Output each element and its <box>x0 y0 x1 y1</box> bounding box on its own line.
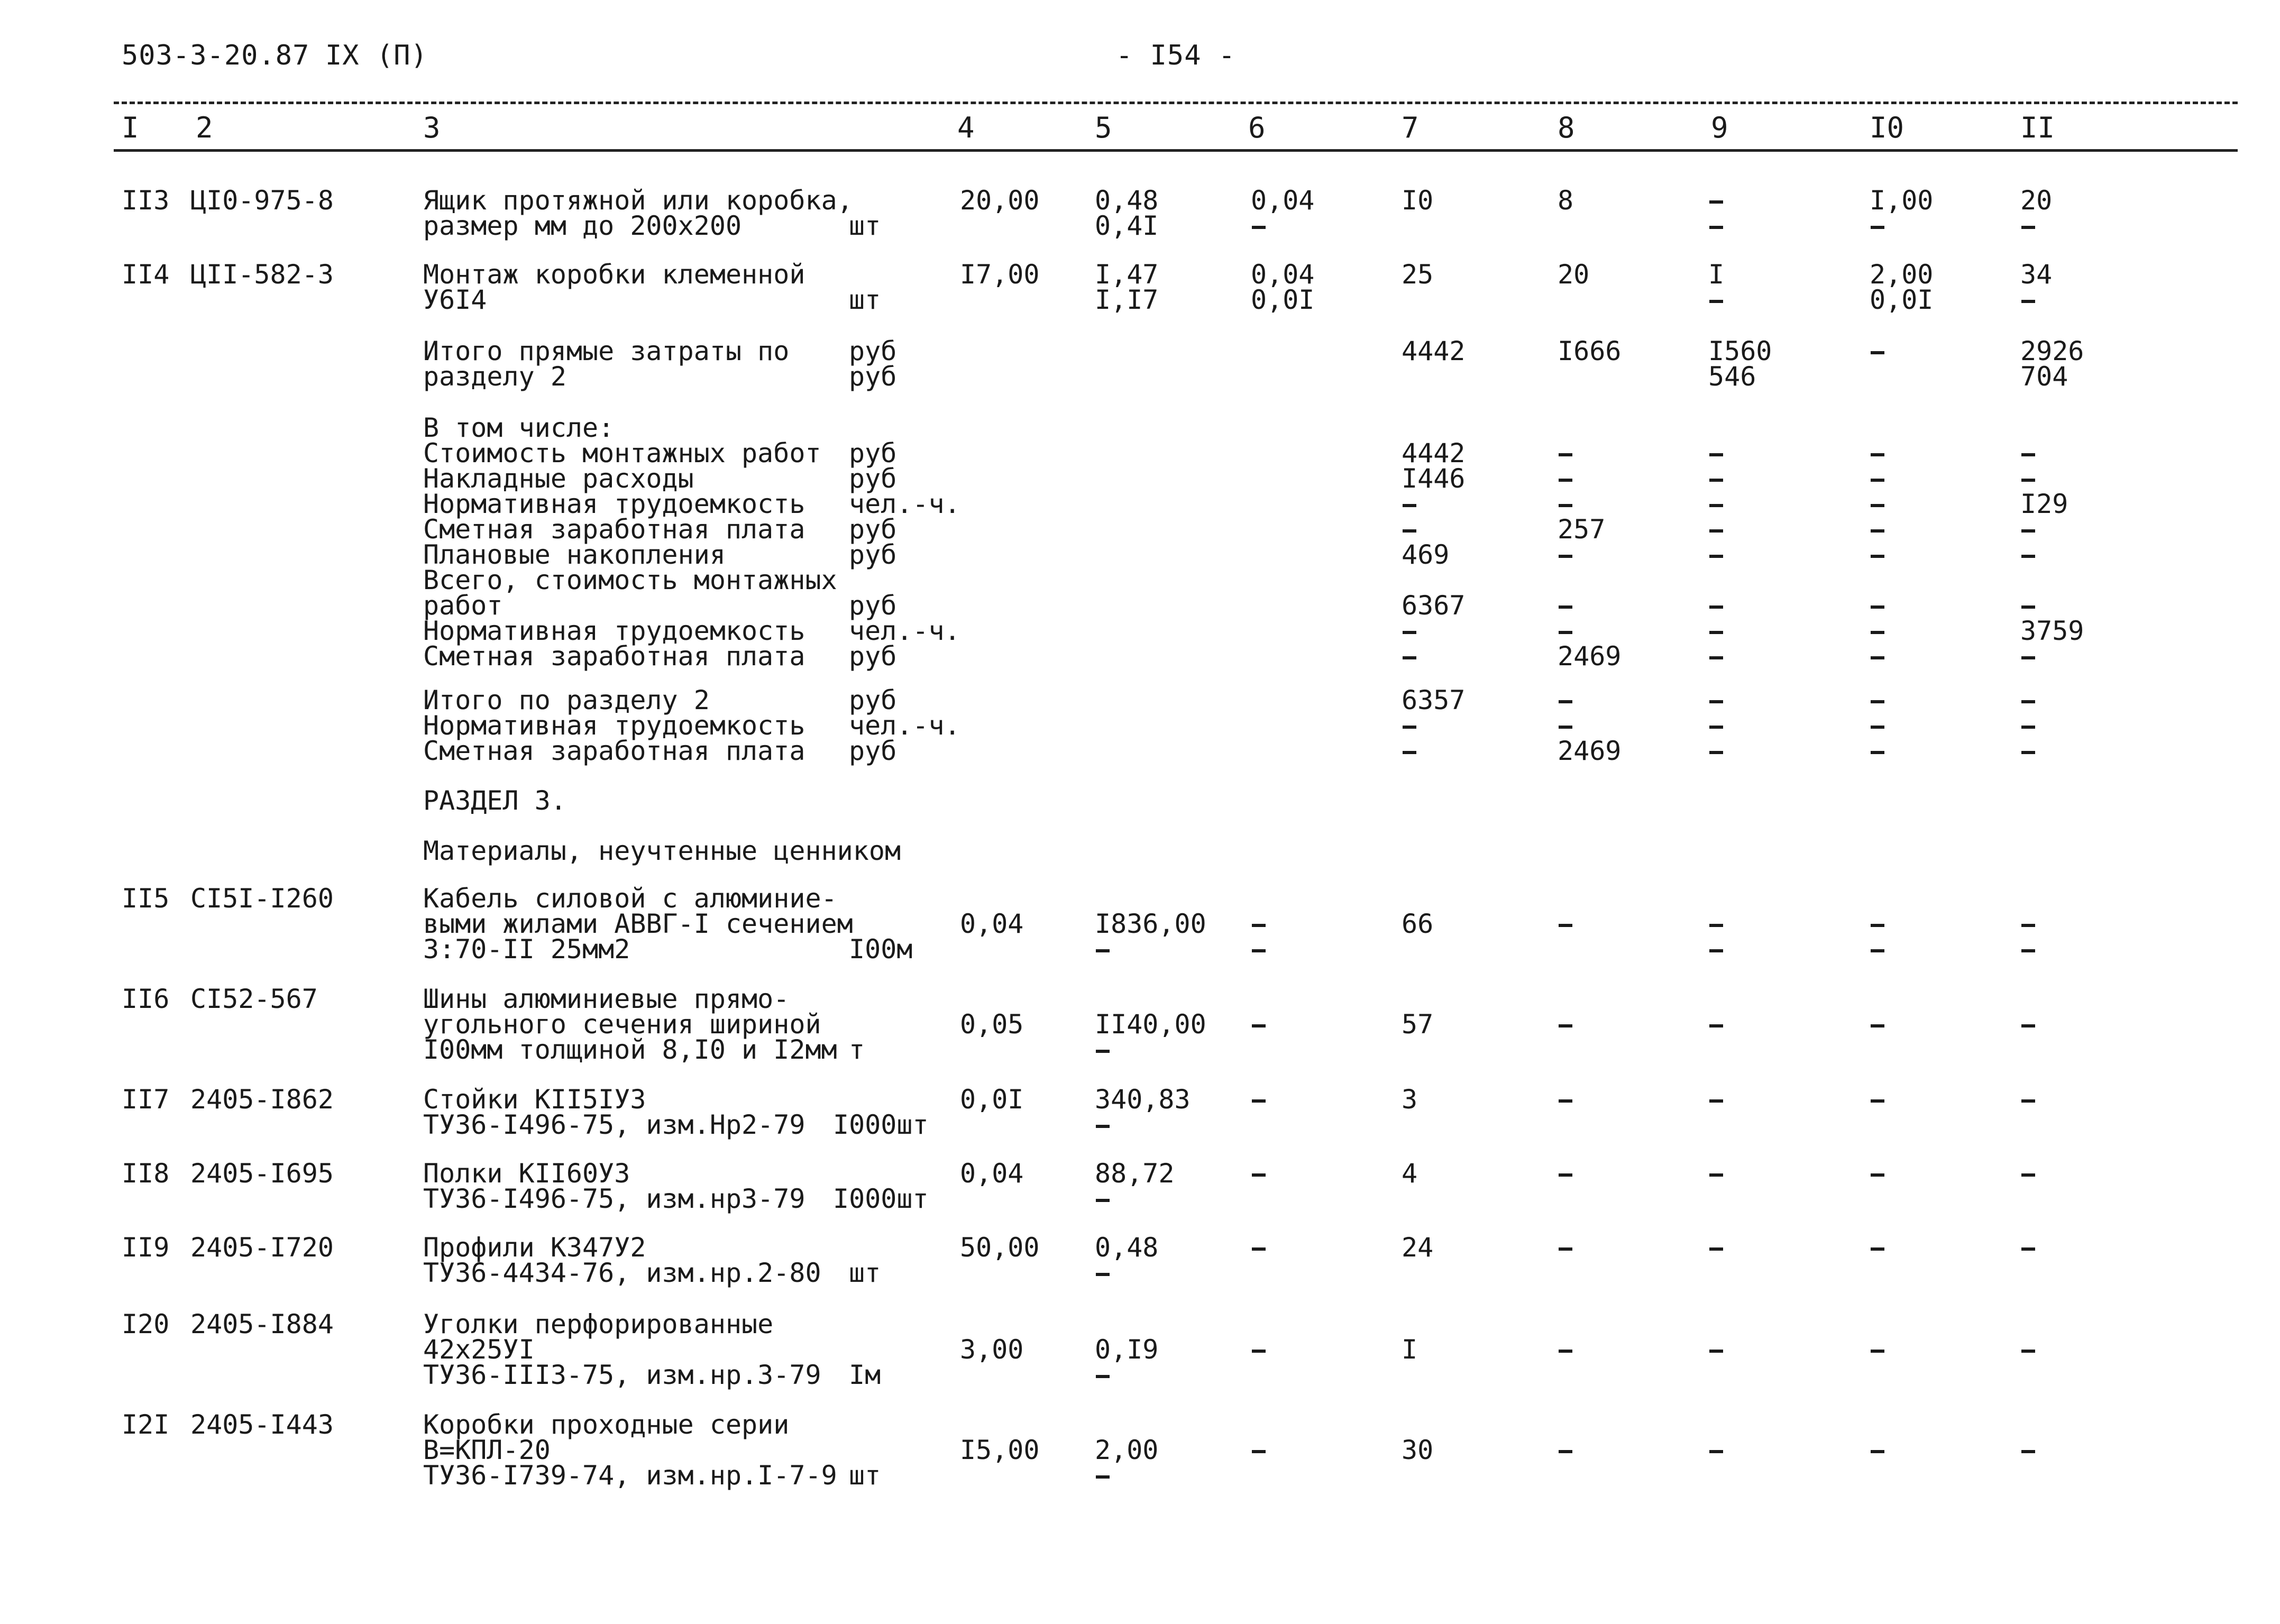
dash-mark <box>1559 700 1572 703</box>
item-description: разделу 2 <box>423 361 566 392</box>
item-description: Сметная заработная плата <box>423 641 805 672</box>
item-description: ТУ36-4434-76, изм.нр.2-80 <box>423 1258 821 1288</box>
value-c4: I5,00 <box>960 1435 1040 1465</box>
dash-mark <box>1871 529 1884 533</box>
value-c8: I666 <box>1558 336 1622 366</box>
price-code: 2405-I695 <box>190 1158 334 1189</box>
column-header: 7 <box>1402 111 1419 144</box>
item-description: размер мм до 200х200 <box>423 210 742 241</box>
value-c4: 0,04 <box>960 909 1024 939</box>
value-c7: 6367 <box>1402 590 1466 621</box>
dash-mark <box>1871 1173 1884 1177</box>
dash-mark <box>1252 1099 1266 1103</box>
dash-mark <box>1252 924 1266 927</box>
column-header: 3 <box>423 111 441 144</box>
value-c8: 8 <box>1558 185 1574 216</box>
unit-of-measure: шт <box>849 1258 881 1288</box>
item-description: Шины алюминиевые прямо- <box>423 984 790 1014</box>
price-code: 2405-I862 <box>190 1084 334 1115</box>
value-c7: I <box>1402 1334 1418 1365</box>
value-c5: I,47 <box>1095 259 1159 290</box>
dash-mark <box>1709 479 1723 482</box>
dash-mark <box>2021 1350 2035 1353</box>
unit-of-measure: Iм <box>849 1360 881 1390</box>
dash-mark <box>2021 1024 2035 1027</box>
column-header: I0 <box>1870 111 1904 144</box>
dash-mark <box>1403 504 1416 507</box>
dash-mark <box>1871 453 1884 456</box>
unit-of-measure: руб <box>849 438 897 469</box>
value-c6: 0,0I <box>1251 285 1315 315</box>
dash-mark <box>1709 300 1723 303</box>
dash-mark <box>1871 1099 1884 1103</box>
item-description: Нормативная трудоемкость <box>423 616 805 646</box>
dash-mark <box>1559 924 1572 927</box>
item-description: Профили K347У2 <box>423 1232 646 1263</box>
dash-mark <box>1559 1173 1572 1177</box>
item-description: I00мм толщиной 8,I0 и I2мм <box>423 1034 837 1065</box>
value-c9: I <box>1708 259 1725 290</box>
unit-of-measure: I00м <box>849 934 913 965</box>
dash-mark <box>1871 631 1884 634</box>
item-description: Итого по разделу 2 <box>423 685 710 715</box>
column-header: 4 <box>957 111 975 144</box>
row-number: I2I <box>122 1409 170 1440</box>
value-c7: 4442 <box>1402 336 1466 366</box>
value-c7: 4442 <box>1402 438 1466 469</box>
dash-mark <box>1871 949 1884 952</box>
dash-mark <box>2021 1247 2035 1251</box>
item-description: Ящик протяжной или коробка, <box>423 185 853 216</box>
unit-of-measure: шт <box>849 210 881 241</box>
item-description: У6I4 <box>423 285 487 315</box>
dash-mark <box>1403 726 1416 729</box>
dash-mark <box>1709 529 1723 533</box>
value-c4: 50,00 <box>960 1232 1040 1263</box>
dash-mark <box>1871 1247 1884 1251</box>
dash-mark <box>1252 1247 1266 1251</box>
price-code: 2405-I443 <box>190 1409 334 1440</box>
value-c7: 469 <box>1402 539 1450 570</box>
value-c7: 30 <box>1402 1435 1434 1465</box>
column-header: 8 <box>1558 111 1575 144</box>
item-description: Полки KII60У3 <box>423 1158 630 1189</box>
item-description: угольного сечения шириной <box>423 1009 821 1040</box>
unit-of-measure: руб <box>849 336 897 366</box>
column-header-rule <box>114 149 2238 152</box>
item-description: ТУ36-I496-75, изм.Hp2-79 <box>423 1109 805 1140</box>
dash-mark <box>1709 726 1723 729</box>
value-c9: 546 <box>1708 361 1756 392</box>
dash-mark <box>1559 1247 1572 1251</box>
dash-mark <box>1559 1450 1572 1453</box>
unit-of-measure: руб <box>849 685 897 715</box>
unit-of-measure: I000шт <box>833 1183 929 1214</box>
item-description: ТУ36-III3-75, изм.нр.3-79 <box>423 1360 821 1390</box>
value-c7: 4 <box>1402 1158 1418 1189</box>
dash-mark <box>1709 1024 1723 1027</box>
dash-mark <box>2021 529 2035 533</box>
price-code: 2405-I884 <box>190 1309 334 1339</box>
dash-mark <box>1871 504 1884 507</box>
dash-mark <box>2021 656 2035 659</box>
value-c4: 0,04 <box>960 1158 1024 1189</box>
dash-mark <box>1252 1024 1266 1027</box>
value-c11: 2926 <box>2020 336 2084 366</box>
dash-mark <box>1096 1050 1110 1053</box>
dash-mark <box>1559 631 1572 634</box>
dash-mark <box>1096 1475 1110 1479</box>
value-c4: I7,00 <box>960 259 1040 290</box>
unit-of-measure: шт <box>849 1460 881 1491</box>
table-top-rule <box>114 102 2238 104</box>
dash-mark <box>2021 300 2035 303</box>
column-header: 2 <box>196 111 213 144</box>
value-c5: I,I7 <box>1095 285 1159 315</box>
value-c11: 34 <box>2020 259 2053 290</box>
value-c5: I836,00 <box>1095 909 1206 939</box>
dash-mark <box>1871 924 1884 927</box>
dash-mark <box>1871 555 1884 558</box>
item-description: Уголки перфорированные <box>423 1309 774 1339</box>
dash-mark <box>1096 1273 1110 1276</box>
dash-mark <box>1252 1173 1266 1177</box>
dash-mark <box>1559 479 1572 482</box>
dash-mark <box>1871 351 1884 354</box>
unit-of-measure: руб <box>849 463 897 494</box>
item-description: Кабель силовой с алюминие- <box>423 883 837 914</box>
dash-mark <box>1559 605 1572 609</box>
dash-mark <box>1709 1450 1723 1453</box>
unit-of-measure: I000шт <box>833 1109 929 1140</box>
dash-mark <box>1871 1450 1884 1453</box>
dash-mark <box>1559 504 1572 507</box>
item-description: Монтаж коробки клеменной <box>423 259 805 290</box>
dash-mark <box>1403 631 1416 634</box>
dash-mark <box>2021 949 2035 952</box>
row-number: II8 <box>122 1158 170 1189</box>
dash-mark <box>1709 453 1723 456</box>
dash-mark <box>2021 726 2035 729</box>
row-number: II5 <box>122 883 170 914</box>
price-code: CI52-567 <box>190 984 318 1014</box>
dash-mark <box>1559 1024 1572 1027</box>
value-c4: 0,0I <box>960 1084 1024 1115</box>
dash-mark <box>1709 656 1723 659</box>
dash-mark <box>2021 453 2035 456</box>
dash-mark <box>1709 1099 1723 1103</box>
row-number: II4 <box>122 259 170 290</box>
dash-mark <box>1252 949 1266 952</box>
value-c11: I29 <box>2020 489 2068 519</box>
dash-mark <box>1871 226 1884 229</box>
dash-mark <box>1559 1099 1572 1103</box>
document-code: 503-3-20.87 <box>122 40 310 71</box>
row-number: II7 <box>122 1084 170 1115</box>
value-c11: 20 <box>2020 185 2053 216</box>
column-header: II <box>2020 111 2055 144</box>
dash-mark <box>1871 700 1884 703</box>
dash-mark <box>1709 504 1723 507</box>
dash-mark <box>1709 200 1723 204</box>
item-description: ТУ36-I496-75, изм.нр3-79 <box>423 1183 805 1214</box>
dash-mark <box>1871 656 1884 659</box>
value-c5: 0,4I <box>1095 210 1159 241</box>
item-description: 42х25УI <box>423 1334 535 1365</box>
dash-mark <box>1871 1350 1884 1353</box>
item-description: ТУ36-I739-74, изм.нр.I-7-9 <box>423 1460 837 1491</box>
dash-mark <box>2021 924 2035 927</box>
value-c6: 0,04 <box>1251 259 1315 290</box>
dash-mark <box>1559 453 1572 456</box>
page-number: - I54 - <box>1116 40 1236 71</box>
dash-mark <box>1252 226 1266 229</box>
item-description: Всего, стоимость монтажных <box>423 565 837 595</box>
value-c4: 20,00 <box>960 185 1040 216</box>
value-c6: 0,04 <box>1251 185 1315 216</box>
dash-mark <box>1403 656 1416 659</box>
column-header: 9 <box>1711 111 1728 144</box>
dash-mark <box>1709 555 1723 558</box>
dash-mark <box>2021 605 2035 609</box>
dash-mark <box>1096 1199 1110 1202</box>
row-number: I20 <box>122 1309 170 1339</box>
price-code: ЦI0-975-8 <box>190 185 334 216</box>
value-c8: 2469 <box>1558 641 1622 672</box>
item-description: B=КПЛ-20 <box>423 1435 551 1465</box>
value-c5: II40,00 <box>1095 1009 1206 1040</box>
item-description: Материалы, неучтенные ценником <box>423 836 901 866</box>
dash-mark <box>1252 1350 1266 1353</box>
item-description: Сметная заработная плата <box>423 514 805 545</box>
item-description: Нормативная трудоемкость <box>423 489 805 519</box>
value-c10: 0,0I <box>1870 285 1934 315</box>
value-c5: 88,72 <box>1095 1158 1175 1189</box>
dash-mark <box>1709 751 1723 754</box>
item-description: В том числе: <box>423 412 615 443</box>
dash-mark <box>1403 529 1416 533</box>
column-header: 5 <box>1095 111 1112 144</box>
value-c7: 66 <box>1402 909 1434 939</box>
value-c11: 704 <box>2020 361 2068 392</box>
dash-mark <box>1709 1173 1723 1177</box>
unit-of-measure: руб <box>849 641 897 672</box>
dash-mark <box>1709 1247 1723 1251</box>
row-number: II6 <box>122 984 170 1014</box>
value-c5: 0,48 <box>1095 1232 1159 1263</box>
item-description: Накладные расходы <box>423 463 694 494</box>
dash-mark <box>2021 751 2035 754</box>
value-c7: I0 <box>1402 185 1434 216</box>
unit-of-measure: руб <box>849 539 897 570</box>
dash-mark <box>1709 226 1723 229</box>
value-c5: 340,83 <box>1095 1084 1191 1115</box>
dash-mark <box>1709 605 1723 609</box>
price-code: ЦII-582-3 <box>190 259 334 290</box>
value-c9: I560 <box>1708 336 1772 366</box>
value-c8: 2469 <box>1558 736 1622 766</box>
dash-mark <box>1403 751 1416 754</box>
dash-mark <box>1096 1125 1110 1128</box>
value-c7: 57 <box>1402 1009 1434 1040</box>
dash-mark <box>1709 1350 1723 1353</box>
column-header: I <box>122 111 139 144</box>
unit-of-measure: чел.-ч. <box>849 616 960 646</box>
dash-mark <box>1252 1450 1266 1453</box>
value-c7: I446 <box>1402 463 1466 494</box>
row-number: II3 <box>122 185 170 216</box>
dash-mark <box>2021 226 2035 229</box>
value-c5: 0,I9 <box>1095 1334 1159 1365</box>
row-number: II9 <box>122 1232 170 1263</box>
dash-mark <box>1709 949 1723 952</box>
dash-mark <box>2021 479 2035 482</box>
dash-mark <box>2021 1099 2035 1103</box>
dash-mark <box>1871 479 1884 482</box>
value-c8: 20 <box>1558 259 1590 290</box>
unit-of-measure: руб <box>849 736 897 766</box>
dash-mark <box>2021 1450 2035 1453</box>
dash-mark <box>1709 924 1723 927</box>
item-description: работ <box>423 590 503 621</box>
item-description: РАЗДЕЛ 3. <box>423 785 566 816</box>
value-c7: 25 <box>1402 259 1434 290</box>
unit-of-measure: руб <box>849 590 897 621</box>
dash-mark <box>2021 1173 2035 1177</box>
dash-mark <box>1096 1375 1110 1378</box>
item-description: Итого прямые затраты по <box>423 336 790 366</box>
dash-mark <box>1871 1024 1884 1027</box>
value-c4: 3,00 <box>960 1334 1024 1365</box>
item-description: Коробки проходные серии <box>423 1409 790 1440</box>
item-description: Сметная заработная плата <box>423 736 805 766</box>
price-code: CI5I-I260 <box>190 883 334 914</box>
unit-of-measure: т <box>849 1034 865 1065</box>
value-c5: 2,00 <box>1095 1435 1159 1465</box>
dash-mark <box>1559 555 1572 558</box>
dash-mark <box>1559 726 1572 729</box>
unit-of-measure: чел.-ч. <box>849 710 960 741</box>
dash-mark <box>1709 631 1723 634</box>
item-description: Стойки KII5IУ3 <box>423 1084 646 1115</box>
value-c7: 24 <box>1402 1232 1434 1263</box>
dash-mark <box>1096 949 1110 952</box>
unit-of-measure: шт <box>849 285 881 315</box>
dash-mark <box>1871 751 1884 754</box>
price-code: 2405-I720 <box>190 1232 334 1263</box>
dash-mark <box>1871 605 1884 609</box>
value-c10: I,00 <box>1870 185 1934 216</box>
value-c4: 0,05 <box>960 1009 1024 1040</box>
dash-mark <box>1559 1350 1572 1353</box>
unit-of-measure: руб <box>849 361 897 392</box>
value-c7: 6357 <box>1402 685 1466 715</box>
column-header: 6 <box>1248 111 1266 144</box>
dash-mark <box>1871 726 1884 729</box>
dash-mark <box>1709 700 1723 703</box>
value-c7: 3 <box>1402 1084 1418 1115</box>
item-description: Плановые накопления <box>423 539 726 570</box>
value-c11: 3759 <box>2020 616 2084 646</box>
dash-mark <box>2021 555 2035 558</box>
item-description: Стоимость монтажных работ <box>423 438 821 469</box>
value-c8: 257 <box>1558 514 1606 545</box>
value-c10: 2,00 <box>1870 259 1934 290</box>
album-designation: IX (П) <box>325 40 428 71</box>
unit-of-measure: чел.-ч. <box>849 489 960 519</box>
value-c5: 0,48 <box>1095 185 1159 216</box>
unit-of-measure: руб <box>849 514 897 545</box>
item-description: выми жилами АВВГ-I сечением <box>423 909 853 939</box>
dash-mark <box>2021 700 2035 703</box>
item-description: 3:70-II 25мм2 <box>423 934 630 965</box>
item-description: Нормативная трудоемкость <box>423 710 805 741</box>
